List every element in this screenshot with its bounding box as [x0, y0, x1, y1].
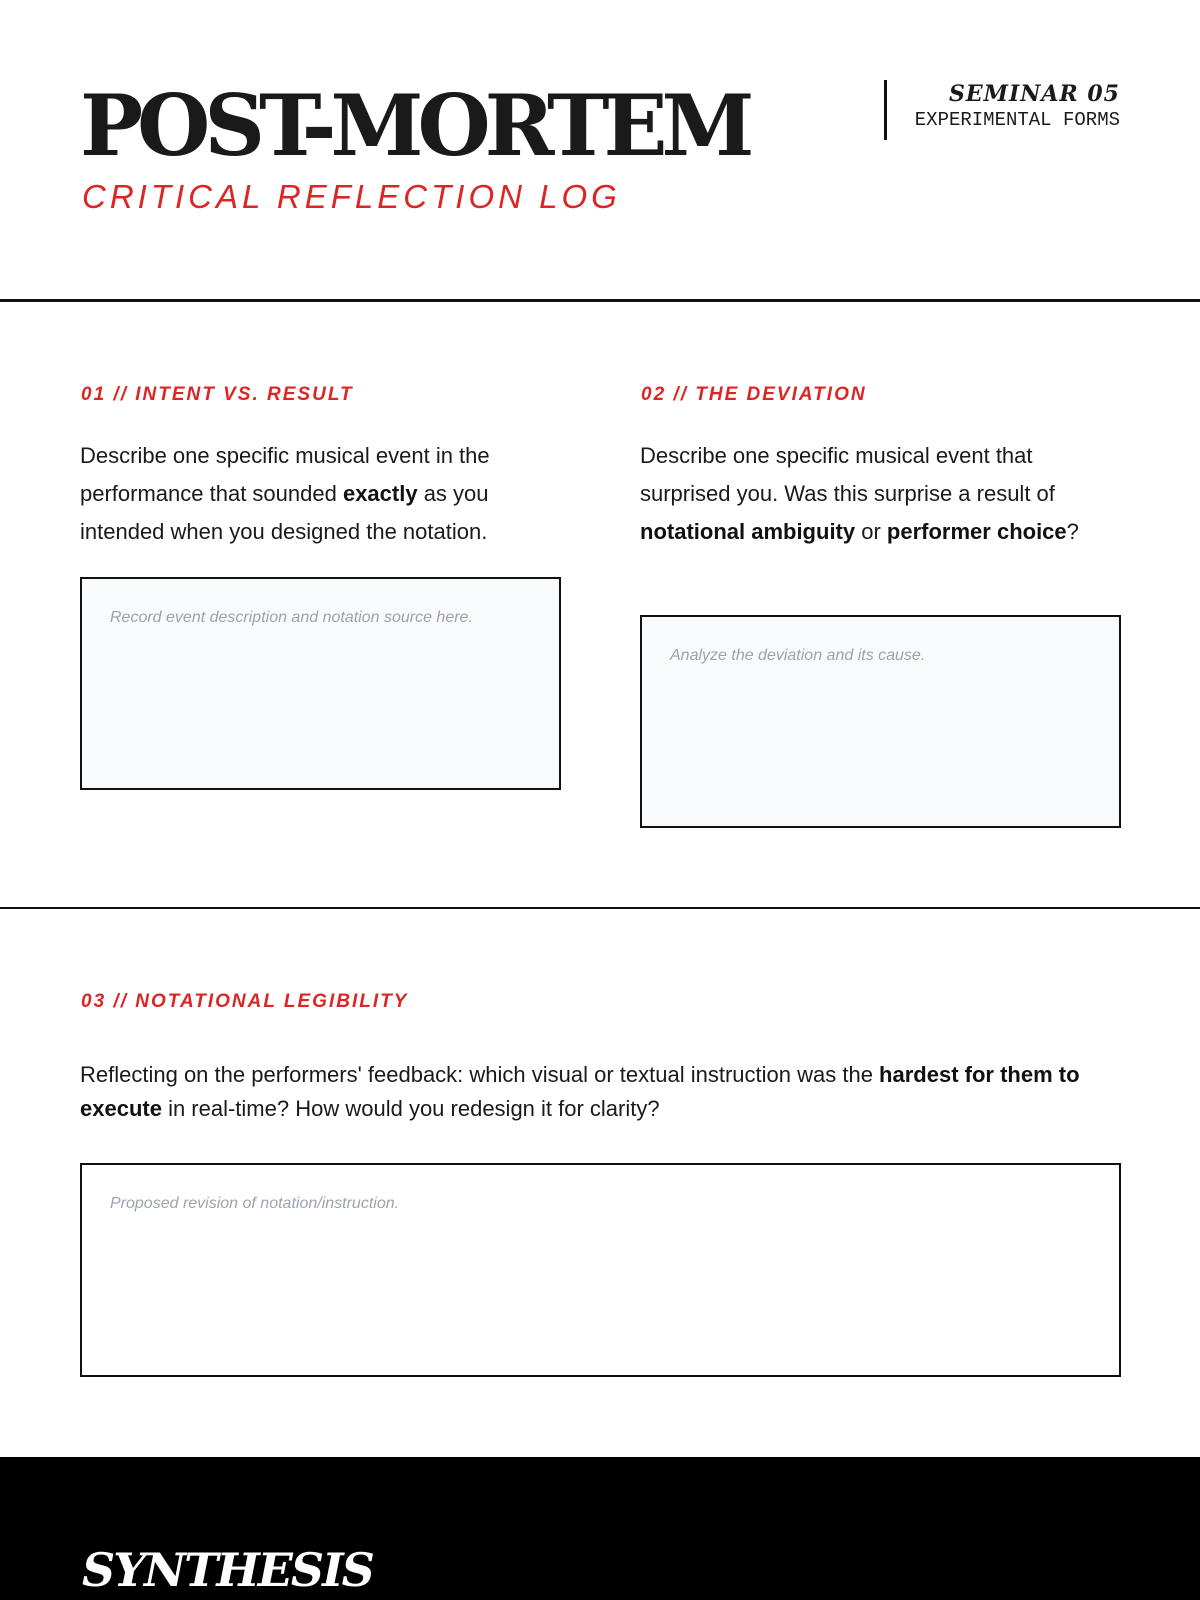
section-02-label: 02 // THE DEVIATION: [641, 384, 867, 405]
section-03-prompt: [80, 1058, 1130, 1126]
section-03-label: 03 // NOTATIONAL LEGIBILITY: [81, 991, 409, 1012]
section-divider: [0, 907, 1200, 909]
seminar-info: [884, 80, 1120, 140]
page-header: [0, 0, 1200, 302]
page-subtitle: CRITICAL REFLECTION LOG: [82, 178, 621, 215]
section-01-answer-field[interactable]: [80, 577, 561, 790]
synthesis-footer: [0, 1457, 1200, 1600]
section-01-prompt: [80, 437, 560, 551]
prompt-text: or: [855, 519, 887, 544]
section-03-answer-field[interactable]: [80, 1163, 1121, 1377]
section-02-answer-field[interactable]: [640, 615, 1121, 828]
footer-title: SYNTHESIS: [82, 1543, 373, 1597]
seminar-subtitle: EXPERIMENTAL FORMS: [914, 109, 1120, 131]
prompt-text: in real-time? How would you redesign it for clarity?: [161, 1096, 660, 1121]
seminar-number: SEMINAR 05: [948, 81, 1120, 107]
prompt-emphasis: performer choice: [886, 519, 1067, 544]
prompt-text: Reflecting on the performers' feedback: which visual or textual instruction was the: [80, 1062, 880, 1087]
prompt-text: Describe one specific musical event that surprised you. Was this surprise a result of: [640, 443, 1055, 506]
prompt-text: as you intended when you designed the notation.: [80, 481, 489, 544]
prompt-emphasis: exactly: [342, 481, 418, 506]
page-title: POST-MORTEM: [80, 76, 749, 175]
prompt-emphasis: hardest for them to execute: [80, 1062, 1080, 1121]
section-01-label: 01 // INTENT VS. RESULT: [81, 384, 354, 405]
section-02-prompt: [640, 437, 1122, 551]
prompt-emphasis: notational ambiguity: [640, 519, 856, 544]
prompt-text: ?: [1066, 519, 1079, 544]
prompt-text: Describe one specific musical event in the performance that sounded: [80, 443, 490, 506]
